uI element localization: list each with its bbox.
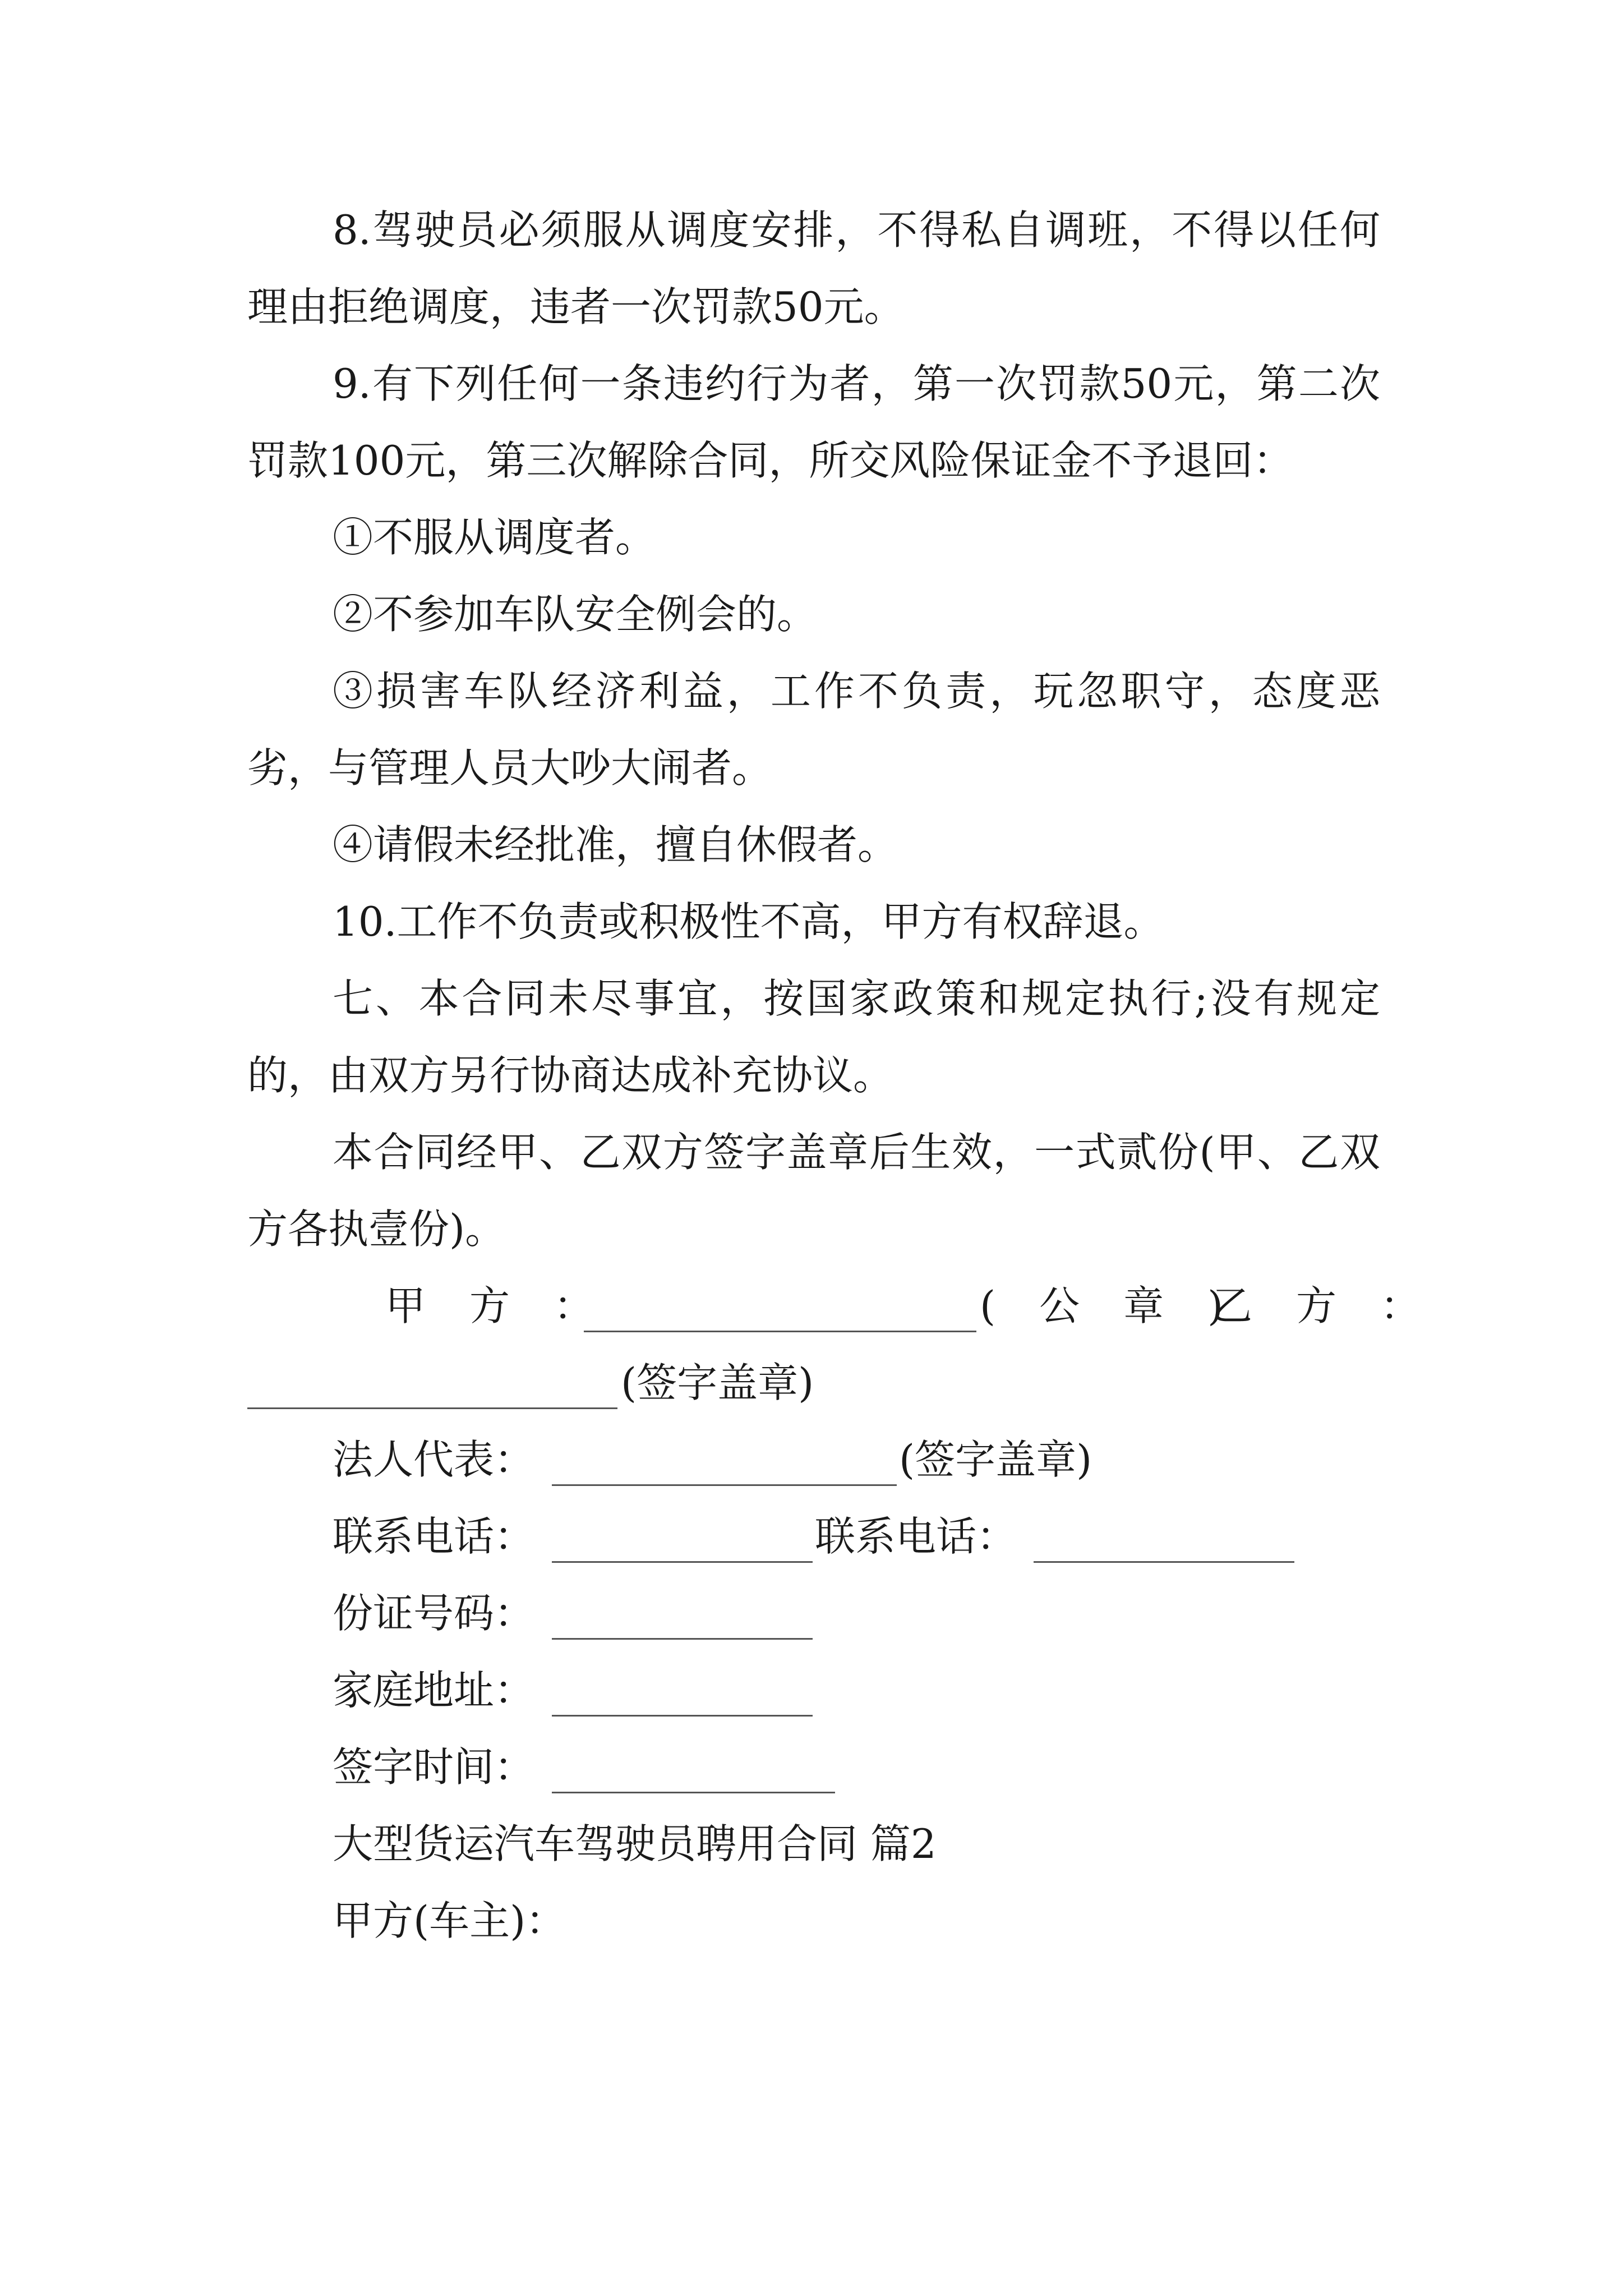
party-a-seal-label: (公章) — [980, 1282, 1267, 1329]
clause-10: 10.工作不负责或积极性不高，甲方有权辞退。 — [333, 898, 1164, 945]
id-number-blank — [552, 1638, 813, 1640]
party-b-sign-label: (签字盖章) — [621, 1359, 814, 1406]
phone-line — [247, 1498, 1380, 1575]
clause-9-item-1: ①不服从调度者。 — [333, 514, 656, 561]
legal-rep-blank — [552, 1484, 897, 1486]
id-number-line — [247, 1575, 1380, 1652]
party-b-sign-line — [247, 1345, 1380, 1421]
party-a-blank — [584, 1331, 976, 1332]
address-label: 家庭地址： — [333, 1667, 535, 1714]
section-title: 大型货运汽车驾驶员聘用合同 篇2 — [333, 1820, 937, 1867]
section-party-a: 甲方(车主)： — [333, 1897, 566, 1944]
party-b-label: 乙方： — [1212, 1282, 1465, 1329]
effect-clause: 本合同经甲、乙双方签字盖章后生效，一式贰份(甲、乙双方各执壹份)。 — [247, 1129, 1380, 1253]
clause-7: 七、本合同未尽事宜，按国家政策和规定执行;没有规定的，由双方另行协商达成补充协议。 — [247, 975, 1380, 1099]
address-line — [247, 1652, 1380, 1729]
clause-9-item-3: ③损害车队经济利益，工作不负责，玩忽职守，态度恶劣，与管理人员大吵大闹者。 — [247, 668, 1380, 792]
party-b-blank — [247, 1407, 617, 1409]
clause-9-item-2: ②不参加车队安全例会的。 — [333, 591, 818, 638]
legal-rep-line — [247, 1421, 1380, 1498]
sign-time-blank — [552, 1792, 835, 1793]
legal-rep-seal-label: (签字盖章) — [899, 1436, 1092, 1483]
legal-rep-label: 法人代表： — [333, 1436, 535, 1483]
phone-a-blank — [552, 1561, 813, 1563]
phone-b-label: 联系电话： — [815, 1513, 1017, 1560]
contract-body — [247, 192, 1465, 1959]
id-number-label: 份证号码： — [333, 1590, 535, 1637]
clause-9: 9.有下列任何一条违约行为者，第一次罚款50元，第二次罚款100元，第三次解除合同，所交风险保证金不予退回： — [247, 360, 1380, 484]
party-line — [247, 1268, 1465, 1345]
sign-time-line — [247, 1729, 1380, 1806]
phone-b-blank — [1034, 1561, 1294, 1563]
sign-time-label: 签字时间： — [333, 1743, 535, 1791]
clause-9-item-4: ④请假未经批准，擅自休假者。 — [333, 821, 898, 868]
party-a-label: 甲方： — [385, 1282, 638, 1329]
clause-8: 8.驾驶员必须服从调度安排，不得私自调班，不得以任何理由拒绝调度，违者一次罚款50元。 — [247, 206, 1380, 330]
phone-a-label: 联系电话： — [333, 1513, 535, 1560]
address-blank — [552, 1715, 813, 1717]
